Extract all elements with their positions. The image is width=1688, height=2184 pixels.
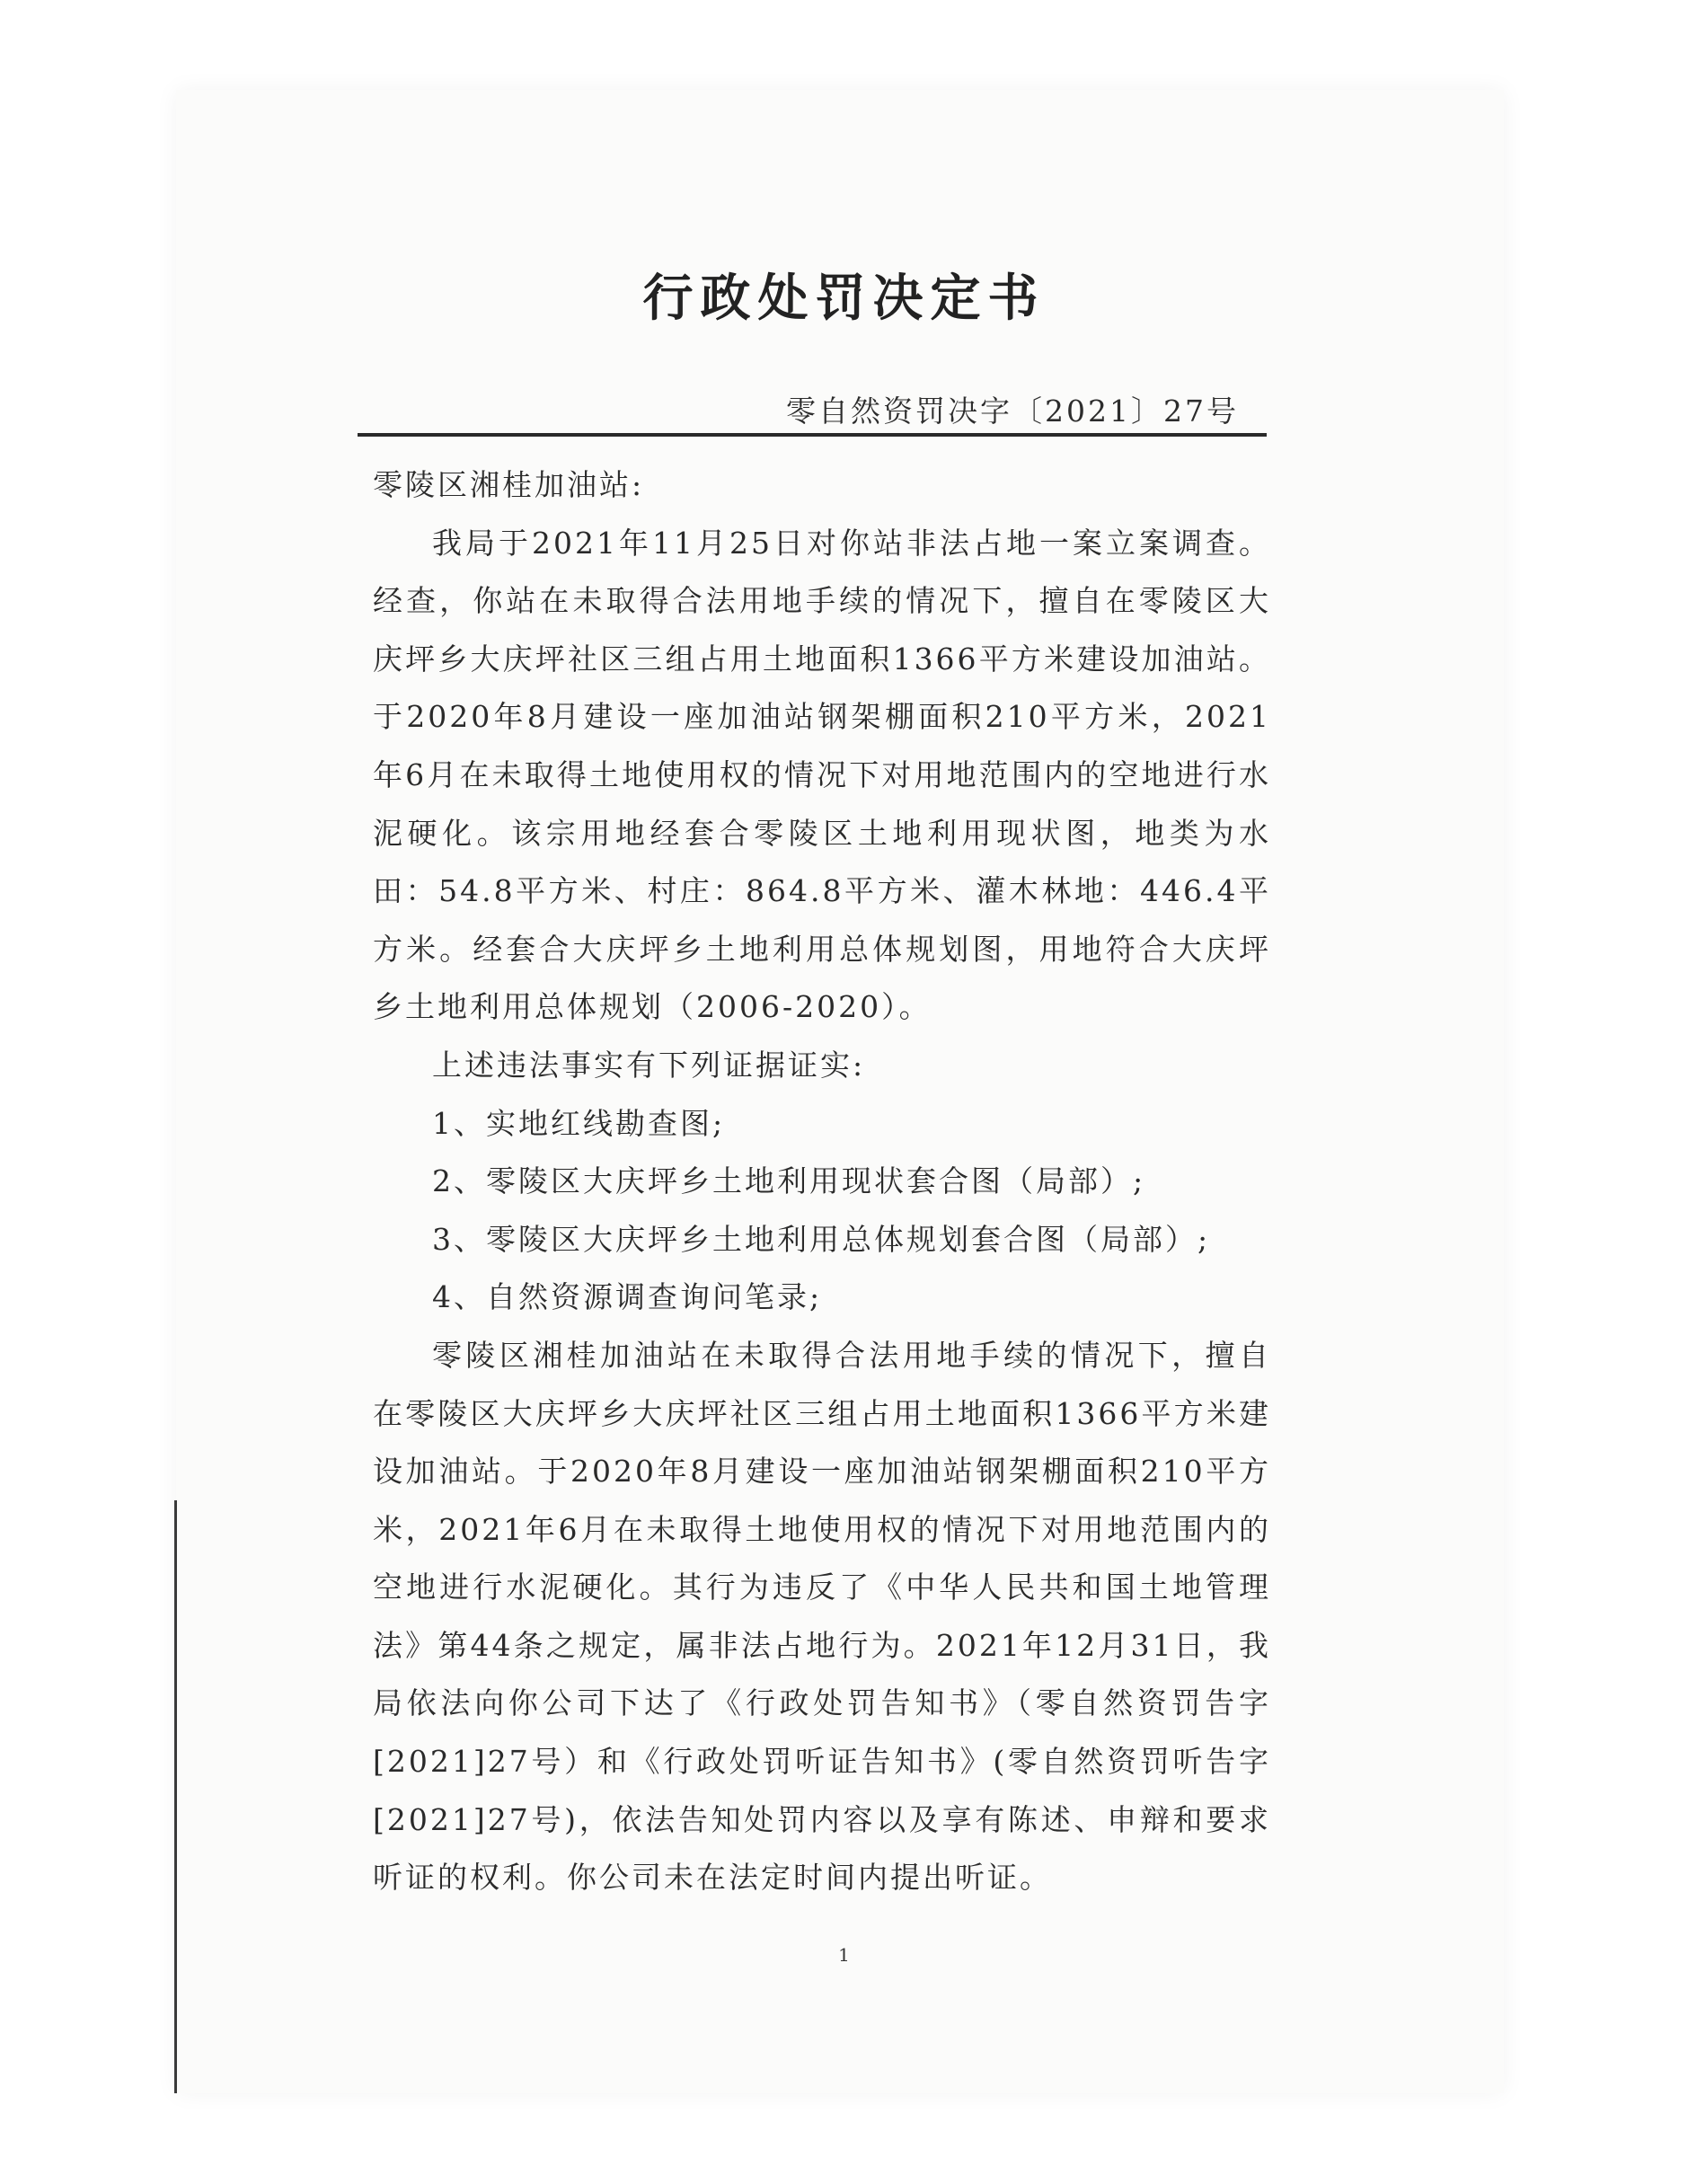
page-number: 1: [838, 1944, 850, 1966]
evidence-item-1: 1、实地红线勘查图;: [432, 1105, 726, 1141]
paragraph-violation: 零陵区湘桂加油站在未取得合法用地手续的情况下，擅自在零陵区大庆坪乡大庆坪社区三组占用土地面积1366平方米建设加油站。于2020年8月建设一座加油站钢架棚面积210平方米，2021年6月在未取得土地使用权的情况下对用地范围内的空地进行水泥硬化。其行为违反了《中华人民共和国土地管理法》第44条之规定，属非法占地行为。2021年12月31日，我局依法向你公司下达了《行政处罚告知书》（零自然资罚告字[2021]27号）和《行政处罚听证告知书》(零自然资罚听告字[2021]27号)，依法告知处罚内容以及享有陈述、申辩和要求听证的权利。你公司未在法定时间内提出听证。: [373, 1337, 1271, 1896]
header-rule: [358, 433, 1267, 437]
evidence-item-3: 3、零陵区大庆坪乡土地利用总体规划套合图（局部）;: [432, 1221, 1211, 1257]
recipient-line: 零陵区湘桂加油站:: [373, 467, 645, 502]
document-number: 零自然资罚决字〔2021〕27号: [786, 393, 1239, 429]
document-body: [373, 456, 1271, 1907]
scan-edge-shadow: [174, 1500, 177, 2093]
evidence-item-2: 2、零陵区大庆坪乡土地利用现状套合图（局部）;: [432, 1163, 1146, 1199]
paragraph-investigation: 我局于2021年11月25日对你站非法占地一案立案调查。经查，你站在未取得合法用地手续的情况下，擅自在零陵区大庆坪乡大庆坪社区三组占用土地面积1366平方米建设加油站。于2020年8月建设一座加油站钢架棚面积210平方米，2021年6月在未取得土地使用权的情况下对用地范围内的空地进行水泥硬化。该宗用地经套合零陵区土地利用现状图，地类为水田：54.8平方米、村庄：864.8平方米、灌木林地：446.4平方米。经套合大庆坪乡土地利用总体规划图，用地符合大庆坪乡土地利用总体规划（2006-2020）。: [373, 525, 1271, 1025]
document-title: 行政处罚决定书: [642, 269, 1046, 328]
paragraph-evidence-intro: 上述违法事实有下列证据证实:: [432, 1047, 866, 1083]
evidence-item-4: 4、自然资源调查询问笔录;: [432, 1279, 823, 1315]
